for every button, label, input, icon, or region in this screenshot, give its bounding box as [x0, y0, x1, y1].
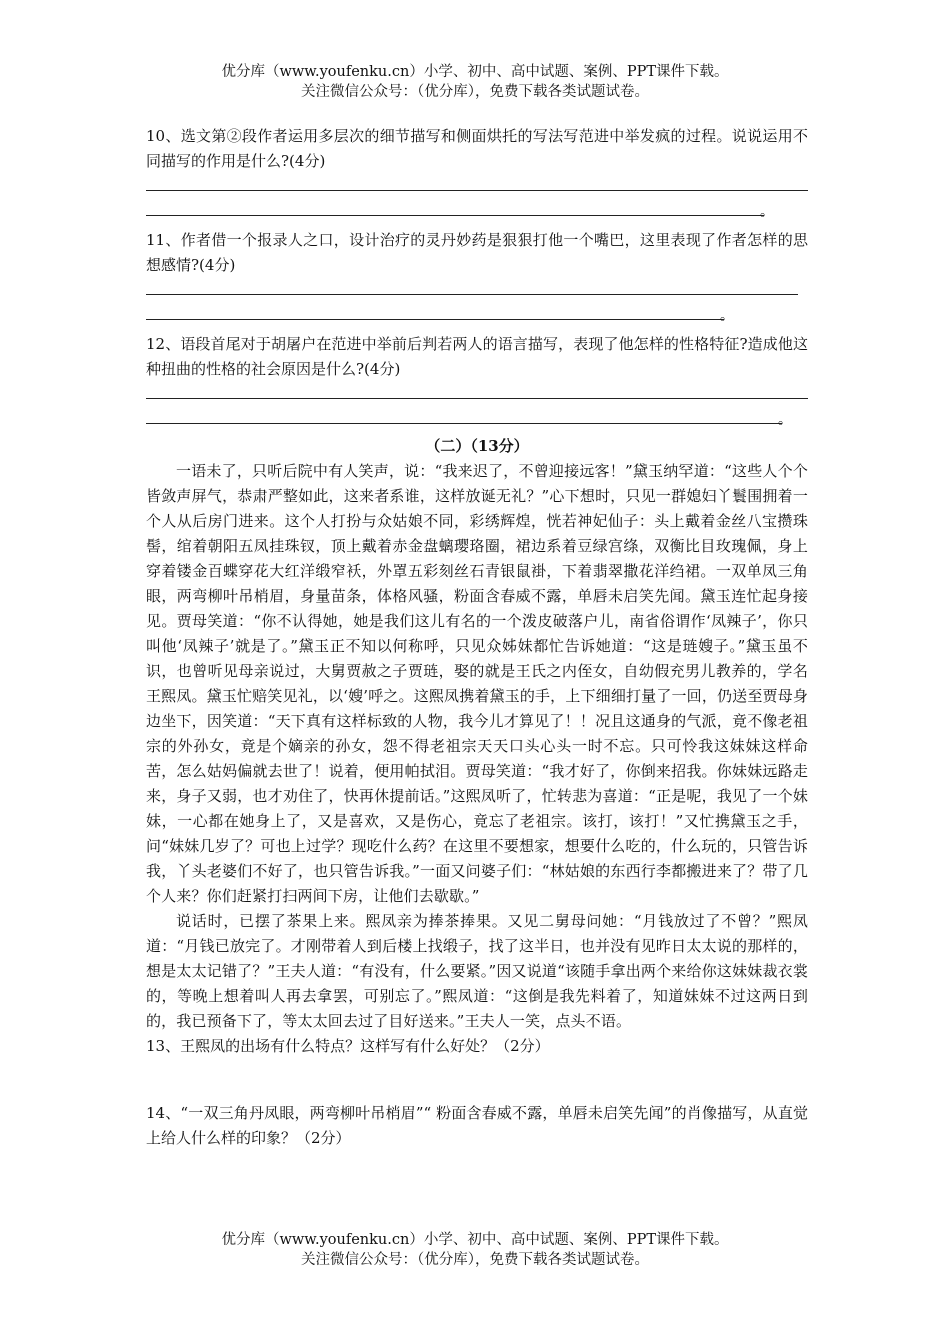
header-line-2: 关注微信公众号：（优分库），免费下载各类试题试卷。 — [301, 84, 649, 100]
page-content — [146, 124, 808, 1151]
question-14: 14、“一双三角丹凤眼，两弯柳叶吊梢眉”“ 粉面含春威不露，单唇未启笑先闻”的肖像描写，从直觉上给人什么样的印象？（2分） — [146, 1104, 808, 1147]
question-13: 13、王熙凤的出场有什么特点？这样写有什么好处？（2分） — [146, 1037, 550, 1055]
section-title: （二）（13分） — [425, 437, 529, 455]
footer-line-2: 关注微信公众号：（优分库），免费下载各类试题试卷。 — [301, 1252, 649, 1268]
footer-line-1: 优分库（www.youfenku.cn）小学、初中、高中试题、案例、PPT课件下载。 — [221, 1232, 729, 1248]
answer-line-10a — [146, 190, 808, 191]
header-line-1: 优分库（www.youfenku.cn）小学、初中、高中试题、案例、PPT课件下载。 — [221, 64, 729, 80]
answer-line-12a — [146, 398, 808, 399]
passage-paragraph-1: 一语未了，只听后院中有人笑声，说：“我来迟了，不曾迎接远客！”黛玉纳罕道：“这些人个个皆敛声屏气，恭肃严整如此，这来者系谁，这样放诞无礼？”心下想时，只见一群媳妇丫鬟围拥着一个人从后房门进来。这个人打扮与众姑娘不同，彩绣辉煌，恍若神妃仙子：头上戴着金丝八宝攒珠髻，绾着朝阳五凤挂珠钗，顶上戴着赤金盘螭璎珞圈，裙边系着豆绿宫绦，双衡比目玫瑰佩，身上穿着镂金百蝶穿花大红洋缎窄袄，外罩五彩刻丝石青银鼠褂，下着翡翠撒花洋绉裙。一双单凤三角眼，两弯柳叶吊梢眉，身量苗条，体格风骚，粉面含春威不露，单唇未启笑先闻。黛玉连忙起身接见。贾母笑道：“你不认得她，她是我们这儿有名的一个泼皮破落户儿，南省俗谓作‘凤辣子’，你只叫他‘凤辣子’就是了。”黛玉正不知以何称呼，只见众姊妹都忙告诉她道：“这是琏嫂子。”黛玉虽不识，也曾听见母亲说过，大舅贾赦之子贾琏，娶的就是王氏之内侄女，自幼假充男儿教养的，学名王熙凤。黛玉忙赔笑见礼，以‘嫂’呼之。这熙凤携着黛玉的手，上下细细打量了一回，仍送至贾母身边坐下，因笑道：“天下真有这样标致的人物，我今儿才算见了！！况且这通身的气派，竟不像老祖宗的外孙女，竟是个嫡亲的孙女，怨不得老祖宗天天口头心头一时不忘。只可怜我这妹妹这样命苦，怎么姑妈偏就去世了！说着，便用帕拭泪。贾母笑道：“我才好了，你倒来招我。你妹妹远路走来，身子又弱，也才劝住了，快再休提前话。”这熙凤听了，忙转悲为喜道：“正是呢，我见了一个妹妹，一心都在她身上了，又是喜欢，又是伤心，竟忘了老祖宗。该打，该打！”又忙携黛玉之手，问“妹妹几岁了？可也上过学？现吃什么药？在这里不要想家，想要什么吃的，什么玩的，只管告诉我，丫头老婆们不好了，也只管告诉我。”一面又问婆子们：“林姑娘的东西行李都搬进来了？带了几个人来？你们赶紧打扫两间下房，让他们去歇歇。” — [146, 462, 808, 905]
answer-line-10b — [146, 204, 774, 220]
question-11: 11、作者借一个报录人之口，设计治疗的灵丹妙药是狠狠打他一个嘴巴，这里表现了作者怎样的思想感情?(4分) — [146, 231, 808, 274]
passage-paragraph-2: 说话时，已摆了茶果上来。熙凤亲为捧茶捧果。又见二舅母问她：“月钱放过了不曾？”熙凤道：“月钱已放完了。才刚带着人到后楼上找缎子，找了这半日，也并没有见昨日太太说的那样的，想是太太记错了？”王夫人道：“有没有，什么要紧。”因又说道“该随手拿出两个来给你这妹妹裁衣裳的，等晚上想着叫人再去拿罢，可别忘了。”熙凤道：“这倒是我先料着了，知道妹妹不过这两日到的，我已预备下了，等太太回去过了目好送来。”王夫人一笑，点头不语。 — [146, 912, 808, 1030]
answer-end-mark: 。 — [778, 412, 792, 428]
answer-line-11a — [146, 294, 798, 295]
page-header — [0, 62, 950, 102]
answer-end-mark: 。 — [760, 204, 774, 220]
answer-line-12b — [146, 412, 792, 428]
question-10: 10、选文第②段作者运用多层次的细节描写和侧面烘托的写法写范进中举发疯的过程。说说运用不同描写的作用是什么?(4分) — [146, 127, 808, 170]
answer-end-mark: 。 — [720, 308, 734, 324]
question-12: 12、语段首尾对于胡屠户在范进中举前后判若两人的语言描写，表现了他怎样的性格特征?造成他这种扭曲的性格的社会原因是什么?(4分) — [146, 335, 808, 378]
page-footer — [0, 1230, 950, 1270]
answer-line-11b — [146, 308, 734, 324]
